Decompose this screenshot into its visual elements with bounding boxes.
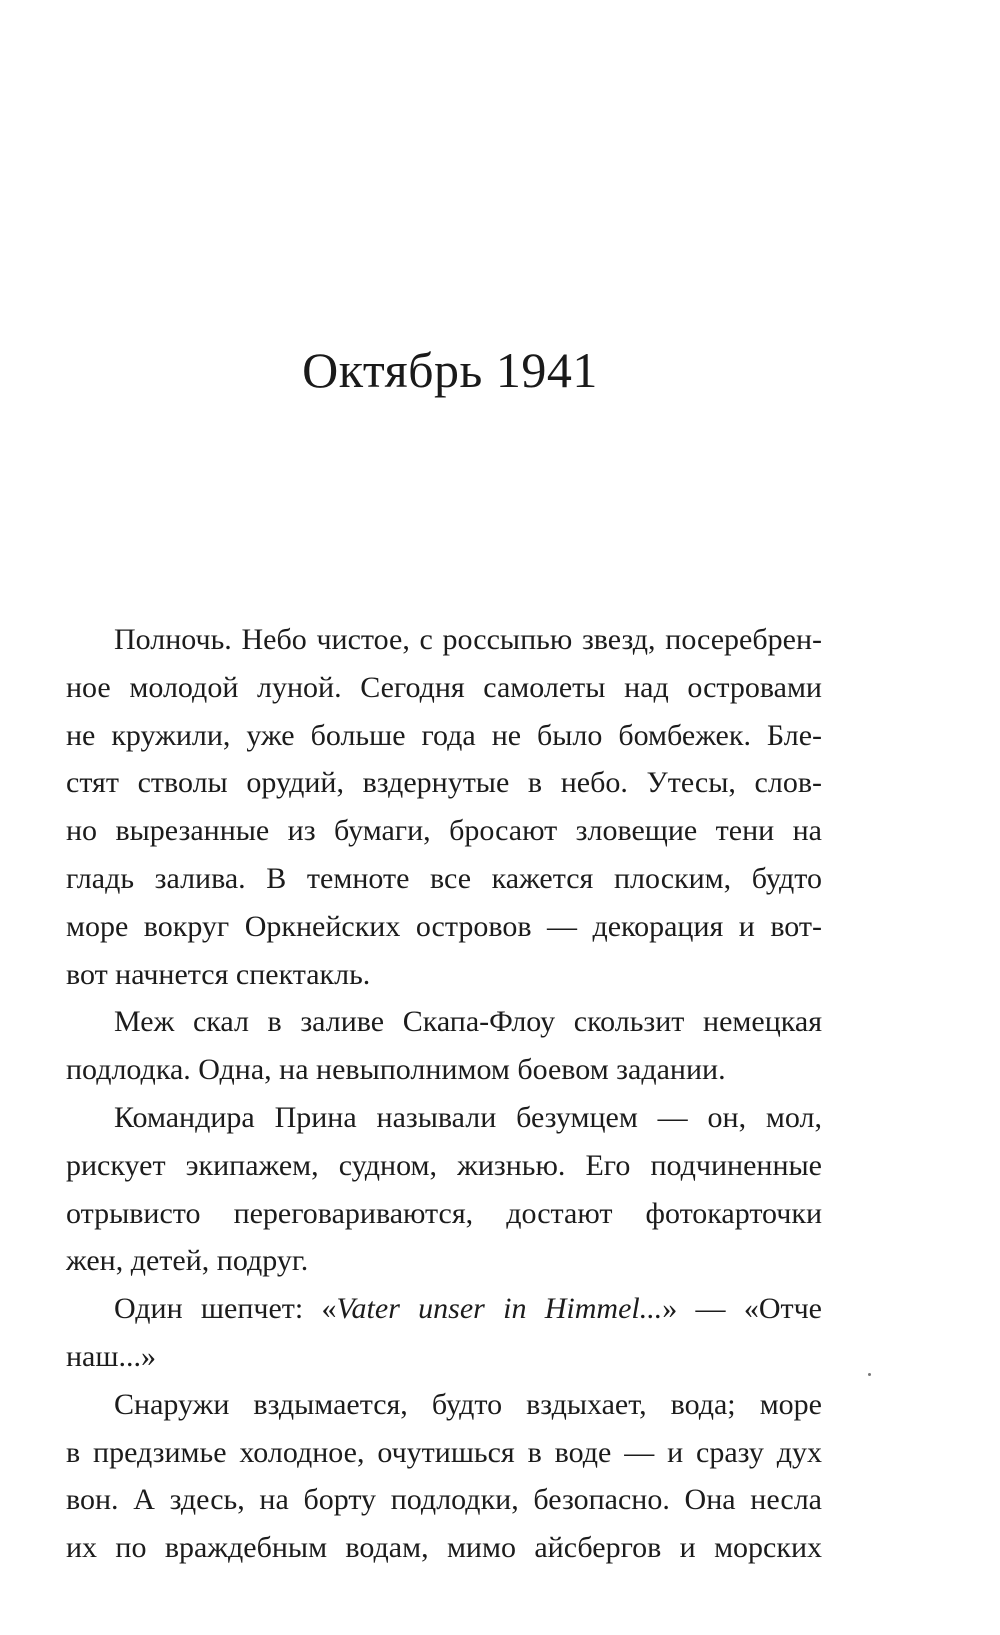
text-line: наш...» — [66, 1339, 156, 1373]
text-line: Полночь. Небо чистое, с россыпью звезд, посеребрен- — [114, 623, 822, 656]
text-line: но вырезанные из бумаги, бросают зловещие тени на — [66, 814, 822, 848]
text-line: море вокруг Оркнейских островов — декорация и вот- — [66, 909, 822, 943]
text-line: жен, детей, подруг. — [66, 1244, 309, 1278]
quote-before: Один шепчет: « — [114, 1292, 337, 1326]
quote-after: » — «Отче — [662, 1292, 822, 1326]
text-line: вон. А здесь, на борту подлодки, безопасно. Она несла — [66, 1483, 822, 1517]
quote-italic: Vater unser in Himmel... — [336, 1292, 663, 1326]
text-line: рискует экипажем, судном, жизнью. Его подчиненные — [66, 1148, 822, 1182]
text-line: подлодка. Одна, на невыполнимом боевом задании. — [66, 1053, 726, 1087]
text-line: не кружили, уже больше года не было бомбежек. Бле- — [66, 718, 822, 752]
text-line: вот начнется спектакль. — [66, 957, 371, 991]
text-line: отрывисто переговариваются, достают фотокарточки — [66, 1196, 822, 1230]
text-line: Меж скал в заливе Скапа-Флоу скользит немецкая — [114, 1005, 822, 1039]
text-line: Командира Прина называли безумцем — он, мол, — [114, 1100, 822, 1134]
quote-line — [66, 1285, 822, 1333]
print-speck — [868, 1373, 871, 1376]
chapter-title: Октябрь 1941 — [302, 342, 598, 398]
body-text — [66, 616, 822, 1572]
text-line: в предзимье холодное, очутишься в воде — и сразу дух — [66, 1435, 822, 1469]
text-line: Снаружи вздымается, будто вздыхает, вода; море — [114, 1387, 822, 1421]
text-line: ное молодой луной. Сегодня самолеты над островами — [66, 670, 822, 704]
text-line: их по враждебным водам, мимо айсбергов и морских — [66, 1531, 822, 1565]
text-line: гладь залива. В темноте все кажется плоским, будто — [66, 861, 822, 895]
text-line: стят стволы орудий, вздернутые в небо. Утесы, слов- — [66, 766, 822, 800]
